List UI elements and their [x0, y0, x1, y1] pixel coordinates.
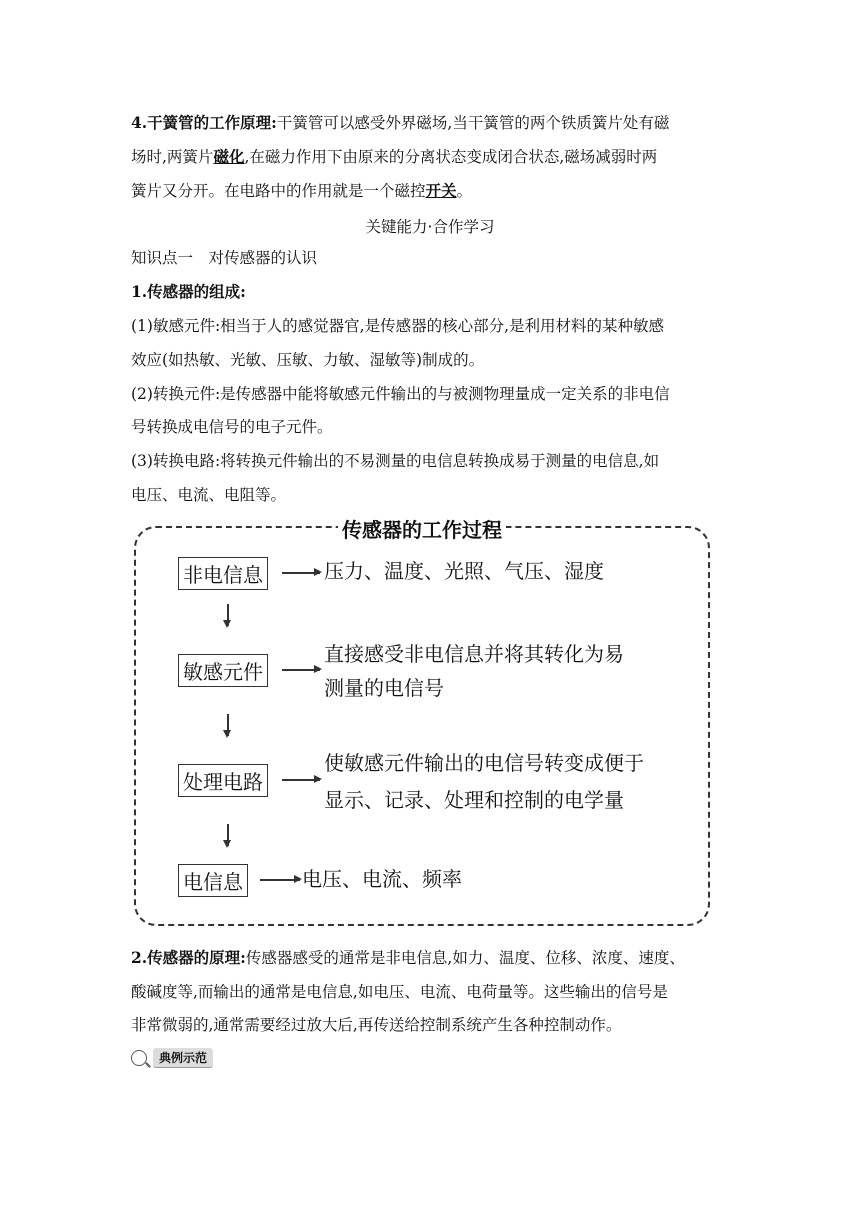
principle-heading: 2.传感器的原理:: [131, 948, 246, 967]
para4-text: ,在磁力作用下由原来的分离状态变成闭合状态,磁场减弱时两: [244, 148, 658, 166]
arrow-right-icon: [282, 572, 320, 574]
arrow-down-icon: [227, 824, 229, 846]
step-desc: 压力、温度、光照、气压、湿度: [324, 559, 604, 583]
comp-line: (3)转换电路:将转换元件输出的不易测量的电信息转换成易于测量的电信息,如: [131, 452, 660, 470]
step-box-non-electric: 非电信息: [178, 557, 268, 590]
para4-line3: [131, 181, 472, 201]
knowledge-point: 知识点一 对传感器的认识: [131, 249, 318, 267]
step-box-electric-info: 电信息: [178, 864, 248, 897]
comp-line: 效应(如热敏、光敏、压敏、力敏、湿敏等)制成的。: [131, 351, 485, 369]
para4-text: 簧片又分开。在电路中的作用就是一个磁控: [131, 182, 426, 200]
example-badge-label: 典例示范: [153, 1048, 213, 1068]
arrow-right-icon: [282, 669, 320, 671]
step-desc: 显示、记录、处理和控制的电学量: [324, 788, 624, 812]
para4-heading: 4.干簧管的工作原理:: [131, 113, 277, 132]
step-desc: 测量的电信号: [324, 676, 444, 700]
para4-text: 。: [456, 182, 473, 200]
step-box-sensitive-element: 敏感元件: [178, 654, 268, 687]
principle-line: 非常微弱的,通常需要经过放大后,再传送给控制系统产生各种控制动作。: [131, 1016, 622, 1034]
comp-line: 号转换成电信号的电子元件。: [131, 418, 333, 436]
principle-text: 传感器感受的通常是非电信息,如力、温度、位移、浓度、速度、: [245, 949, 685, 967]
comp-line: (2)转换元件:是传感器中能将敏感元件输出的与被测物理量成一定关系的非电信: [131, 385, 670, 403]
para4-text: 场时,两簧片: [131, 148, 214, 166]
arrow-down-icon: [227, 714, 229, 736]
step-box-processing-circuit: 处理电路: [178, 764, 268, 797]
comp-line: (1)敏感元件:相当于人的感觉器官,是传感器的核心部分,是利用材料的某种敏感: [131, 317, 665, 335]
arrow-right-icon: [260, 879, 300, 881]
para4-line1: [131, 113, 669, 133]
magnifier-icon: [131, 1050, 147, 1066]
principle-line1: [131, 948, 685, 968]
arrow-right-icon: [282, 779, 320, 781]
keyword-magnetize: 磁化: [213, 147, 245, 166]
para4-text: 干簧管可以感受外界磁场,当干簧管的两个铁质簧片处有磁: [276, 114, 670, 132]
composition-title: 1.传感器的组成:: [131, 282, 246, 301]
example-badge: [131, 1048, 213, 1068]
comp-line: 电压、电流、电阻等。: [131, 486, 287, 504]
principle-line: 酸碱度等,而输出的通常是电信息,如电压、电流、电荷量等。这些输出的信号是: [131, 983, 668, 1001]
step-desc: 电压、电流、频率: [302, 867, 462, 891]
step-desc: 使敏感元件输出的电信号转变成便于: [324, 751, 644, 775]
section-title: 关键能力·合作学习: [365, 218, 495, 236]
diagram-title: 传感器的工作过程: [136, 514, 708, 543]
step-desc: 直接感受非电信息并将其转化为易: [324, 642, 624, 666]
arrow-down-icon: [227, 604, 229, 626]
keyword-switch: 开关: [425, 181, 457, 200]
para4-line2: [131, 147, 657, 167]
